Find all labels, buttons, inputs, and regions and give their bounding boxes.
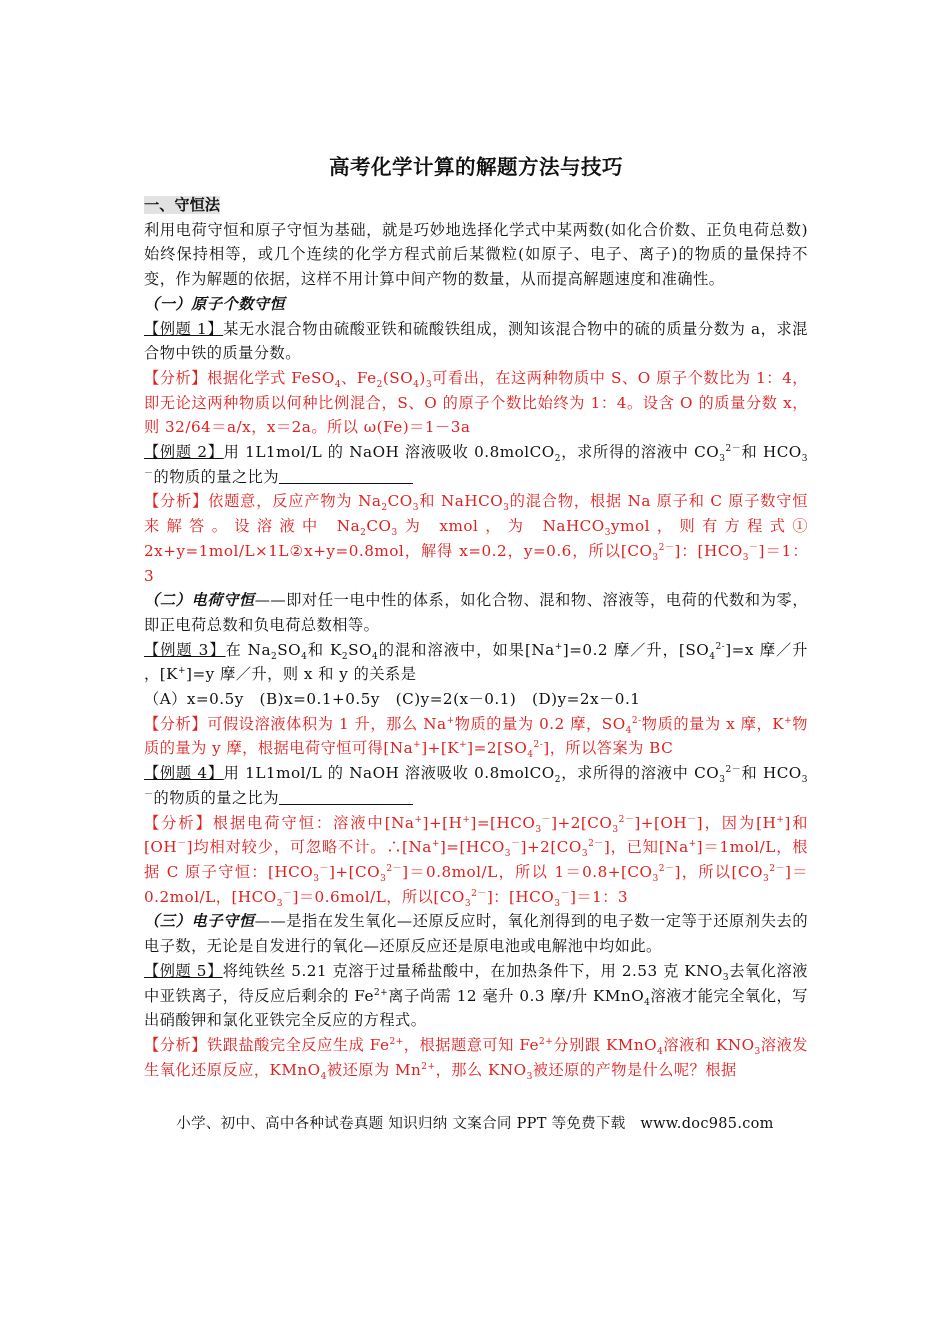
subscript: 3 [719, 454, 726, 465]
subscript: 2 [376, 379, 383, 390]
superscript: 2－ [471, 888, 487, 899]
answer-blank [279, 469, 413, 484]
text-run: 铁跟盐酸完全反应生成 Fe [206, 1035, 390, 1054]
superscript: + [414, 814, 423, 825]
text-run: ]＝0.6mol/L，所以[CO [292, 887, 465, 906]
subscript: 3 [652, 552, 659, 563]
text-run: 可假设溶液体积为 1 升，那么 Na [207, 714, 447, 733]
text-run: 可看出，在这两种物质中 S、O 原子个数比为 1：4，即无论这两种物质以何种比例混合，S、O 的原子个数比始终为 1：4。设含 O 的质量分数 x，则 32/64＝a/x，x＝2a。所以 ω(Fe)＝1－3a [144, 368, 808, 437]
document-page [144, 150, 808, 1082]
example-5 [144, 959, 808, 1033]
subscript: 4 [334, 379, 342, 390]
text-run: 和 HCO [741, 443, 802, 462]
analysis-2 [144, 489, 808, 588]
text-run: ]，所以[CO [674, 862, 763, 881]
text-run: 的物质的量之比为 [153, 467, 280, 486]
superscript: 2+ [373, 987, 389, 998]
superscript: 2－ [386, 863, 403, 874]
text-run: ]＝1：3 [144, 541, 809, 585]
text-run: ymol，则有方程式① 2x+y=1mol/L×1L②x+y=0.8mol，解得 x=0.2，y=0.6，所以[CO [144, 517, 809, 560]
superscript: － [687, 814, 697, 825]
text-run: ]，已知[Na [603, 838, 689, 857]
superscript: + [413, 740, 422, 751]
example-3 [144, 638, 808, 687]
text-run: 被还原的产物是什么呢？根据 [532, 1060, 737, 1079]
text-run: 溶液发生氧化还原反应，KMnO [144, 1035, 808, 1079]
text-run: ]=[HCO [470, 813, 536, 832]
text-run: ]=x 摩／升 ，[K [144, 640, 808, 684]
text-run: 物质的量为 y 摩，根据电荷守恒可得[Na [144, 714, 808, 758]
text-run: ，那么 KNO [435, 1060, 527, 1079]
text-run: 溶液和 KNO [663, 1035, 755, 1054]
subscript: 3 [801, 775, 808, 786]
subscript: 3 [412, 503, 419, 514]
text-run: ]=[HCO [439, 838, 505, 857]
subsection-heading-electron: （三）电子守恒 [144, 912, 255, 931]
superscript: － [177, 839, 187, 850]
superscript: + [446, 715, 455, 726]
superscript: + [688, 839, 697, 850]
example-4 [144, 761, 808, 810]
text-run: ]＝1：3 [569, 887, 629, 906]
page-title: 高考化学计算的解题方法与技巧 [329, 155, 623, 179]
text-run: 的混和溶液中，如果[Na [378, 640, 555, 659]
subscript: 4 [371, 651, 379, 662]
text-run: (SO [382, 368, 414, 387]
text-run: 分别跟 KMnO [553, 1035, 658, 1054]
text-run: 将纯铁丝 5.21 克溶于过量稀盐酸中，在加热条件下，用 2.53 克 KNO [222, 961, 723, 980]
subscript: 3 [581, 849, 589, 860]
subsection-charge [144, 588, 808, 637]
superscript: + [459, 740, 468, 751]
subscript: 3 [763, 874, 770, 885]
superscript: 2－ [725, 765, 742, 776]
superscript: + [177, 666, 187, 677]
text-run: 根据化学式 FeSO [207, 368, 335, 387]
subsection-text: ——即对任一电中性的体系，如化合物、混和物、溶液等，电荷的代数和为零，即正电荷总数和负电荷总数相等。 [144, 591, 809, 634]
superscript: 2－ [658, 863, 675, 874]
superscript: + [554, 641, 563, 652]
section-heading-text: 一、守恒法 [144, 196, 220, 214]
subscript: 3 [722, 972, 730, 983]
subscript: 4 [657, 1046, 664, 1057]
subscript: 2 [341, 651, 349, 662]
text-run: SO [348, 640, 372, 659]
superscript: 2- [533, 740, 544, 751]
subsection-heading-atom: （一）原子个数守恒 [144, 294, 286, 313]
superscript: 2+ [389, 1036, 404, 1047]
text-run: ]+[H [422, 813, 463, 832]
subscript: 3 [380, 874, 387, 885]
text-run: ]+[K [421, 739, 460, 758]
text-run: 和 K [307, 640, 342, 659]
text-run: 离子尚需 12 毫升 0.3 摩/升 KMnO [388, 986, 645, 1005]
subscript: 3 [754, 1046, 761, 1057]
text-run: 为 xmol，为 NaHCO [397, 517, 605, 536]
text-run: ]=y 摩／升，则 x 和 y 的关系是 [186, 665, 417, 684]
superscript: 2－ [725, 443, 742, 454]
text-run: ，根据题意可知 Fe [403, 1035, 540, 1054]
example-1 [144, 317, 808, 366]
subsection-electron [144, 909, 808, 958]
subscript: 3 [742, 552, 749, 563]
analysis-tag: 【分析】 [144, 492, 209, 511]
text-run: 去氧化溶液中亚铁离子，待反应后剩余的 Fe [144, 961, 808, 1005]
text-run: ]=2[SO [467, 739, 528, 758]
subscript: 3 [719, 775, 726, 786]
superscript: 2－ [618, 814, 635, 825]
text-run: ]+2[CO [551, 813, 613, 832]
text-run: SO [277, 640, 302, 659]
text-run: ]＝0.2mol/L，[HCO [144, 862, 808, 906]
text-run: 和 NaHCO [418, 492, 504, 511]
subscript: 3 [554, 898, 561, 909]
subscript: 3 [504, 849, 512, 860]
superscript: 2－ [769, 863, 785, 874]
subscript: 3 [503, 503, 510, 514]
example-2 [144, 440, 808, 489]
subscript: 3 [604, 528, 611, 539]
text-run: ) [419, 368, 426, 387]
analysis-4 [144, 811, 808, 910]
analysis-tag: 【分析】 [144, 813, 213, 832]
subscript: 4 [320, 1071, 327, 1082]
superscript: － [319, 863, 329, 874]
text-run: CO [366, 517, 392, 536]
superscript: － [541, 814, 552, 825]
analysis-5 [144, 1033, 808, 1082]
example-1-tag: 【例题 1】 [144, 319, 224, 338]
text-run: ]均相对较少，可忽略不计。∴[Na [186, 838, 432, 857]
text-run: 溶液才能完全氧化，写出硝酸钾和氯化亚铁完全反应的方程式。 [144, 986, 808, 1030]
superscript: － [560, 888, 570, 899]
superscript: + [776, 814, 785, 825]
text-run: 用 1L1mol/L 的 NaOH 溶液吸收 0.8molCO [223, 764, 555, 783]
superscript: － [144, 468, 154, 479]
superscript: + [784, 715, 793, 726]
analysis-1 [144, 366, 808, 440]
subscript: 2 [271, 651, 278, 662]
text-run: 被还原为 Mn [326, 1060, 422, 1079]
superscript: 2－ [588, 839, 604, 850]
subscript: 4 [527, 750, 534, 761]
section-heading [144, 193, 808, 218]
text-run: 依题意，反应产物为 Na [208, 492, 382, 511]
superscript: 2－ [658, 542, 675, 553]
subscript: 3 [464, 898, 472, 909]
superscript: － [282, 888, 293, 899]
subscript: 3 [276, 898, 283, 909]
text-run: 、Fe [341, 368, 377, 387]
subscript: 2 [381, 503, 388, 514]
superscript: + [462, 814, 471, 825]
analysis-tag: 【分析】 [144, 714, 208, 733]
subscript: 3 [652, 874, 659, 885]
superscript: 2+ [539, 1036, 554, 1047]
subscript: 2 [554, 775, 561, 786]
analysis-tag: 【分析】 [144, 368, 208, 387]
text-run: 用 1L1mol/L 的 NaOH 溶液吸收 0.8molCO [223, 443, 555, 462]
superscript: 2+ [421, 1061, 436, 1072]
text-run: ]＝1mol/L，根据 C 原子守恒：[HCO [144, 838, 808, 881]
text-run: 在 Na [225, 640, 272, 659]
section-intro: 利用电荷守恒和原子守恒为基础，就是巧妙地选择化学式中某两数(如化合价数、正负电荷总数)始终保持相等，或几个连续的化学方程式前后某微粒(如原子、电子、离子)的物质的量保持不变，作为解题的依据，这样不用计算中间产物的数量，从而提高解题速度和准确性。 [144, 220, 808, 289]
text-run: 物质的量为 0.2 摩，SO [454, 714, 626, 733]
answer-blank [279, 790, 413, 805]
text-run: ]，因为[H [696, 813, 777, 832]
subscript: 3 [391, 528, 398, 539]
subscript: 4 [625, 725, 632, 736]
text-run: 的混合物，根据 Na 原子和 C 原子数守恒来解答。设溶液中 Na [144, 492, 809, 536]
example-3-options: （A）x=0.5y (B)x=0.1+0.5y (C)y=2(x－0.1) (D)y=2x－0.1 [144, 690, 641, 709]
example-4-tag: 【例题 4】 [144, 764, 224, 783]
subscript: 3 [526, 1071, 533, 1082]
subsection-text: ——是指在发生氧化—还原反应时，氧化剂得到的电子数一定等于还原剂失去的电子数，无论是自发进行的氧化—还原反应还是原电池或电解池中均如此。 [144, 912, 809, 956]
text-run: 根据电荷守恒：溶液中[Na [212, 813, 415, 832]
subscript: 3 [612, 824, 619, 835]
superscript: － [144, 789, 154, 800]
analysis-tag: 【分析】 [144, 1035, 207, 1054]
superscript: + [431, 839, 440, 850]
superscript: － [749, 542, 759, 553]
subscript: 4 [644, 997, 651, 1008]
text-run: CO [387, 492, 413, 511]
subscript: 3 [801, 454, 808, 465]
subscript: 3 [425, 379, 433, 390]
text-run: ]+[OH [634, 813, 688, 832]
text-run: 物质的量为 x 摩，K [641, 714, 785, 733]
subscript: 4 [413, 379, 420, 390]
subscript: 4 [709, 651, 716, 662]
text-run: ]+2[CO [520, 838, 582, 857]
subscript: 4 [301, 651, 308, 662]
text-run: ]+[CO [328, 862, 381, 881]
text-run: ，求所得的溶液中 CO [560, 443, 720, 462]
example-3-tag: 【例题 3】 [144, 640, 226, 659]
text-run: ]：[HCO [486, 887, 555, 906]
subscript: 2 [360, 528, 367, 539]
text-run: ]：[HCO [674, 541, 743, 560]
subscript: 3 [535, 824, 542, 835]
subscript: 3 [313, 874, 320, 885]
superscript: 2- [715, 641, 726, 652]
text-run: ]，所以答案为 BC [543, 739, 674, 758]
page-footer: 小学、初中、高中各种试卷真题 知识归纳 文案合同 PPT 等免费下载 www.doc985.com [176, 1116, 774, 1132]
text-run: 和 HCO [741, 764, 802, 783]
example-1-text: 某无水混合物由硫酸亚铁和硫酸铁组成，测知该混合物中的硫的质量分数为 a，求混合物中铁的质量分数。 [144, 319, 808, 363]
text-run: 的物质的量之比为 [153, 788, 280, 807]
subsection-heading-charge: （二）电荷守恒 [144, 591, 255, 610]
subscript: 2 [554, 454, 561, 465]
text-run: ]和[OH [144, 813, 808, 857]
analysis-3 [144, 712, 808, 761]
text-run: ]=0.2 摩／升，[SO [562, 640, 710, 659]
superscript: － [511, 839, 521, 850]
example-2-tag: 【例题 2】 [144, 443, 224, 462]
superscript: 2- [631, 715, 642, 726]
example-5-tag: 【例题 5】 [144, 961, 223, 980]
text-run: ]＝0.8mol/L，所以 1＝0.8+[CO [402, 862, 653, 881]
text-run: ，求所得的溶液中 CO [560, 764, 720, 783]
